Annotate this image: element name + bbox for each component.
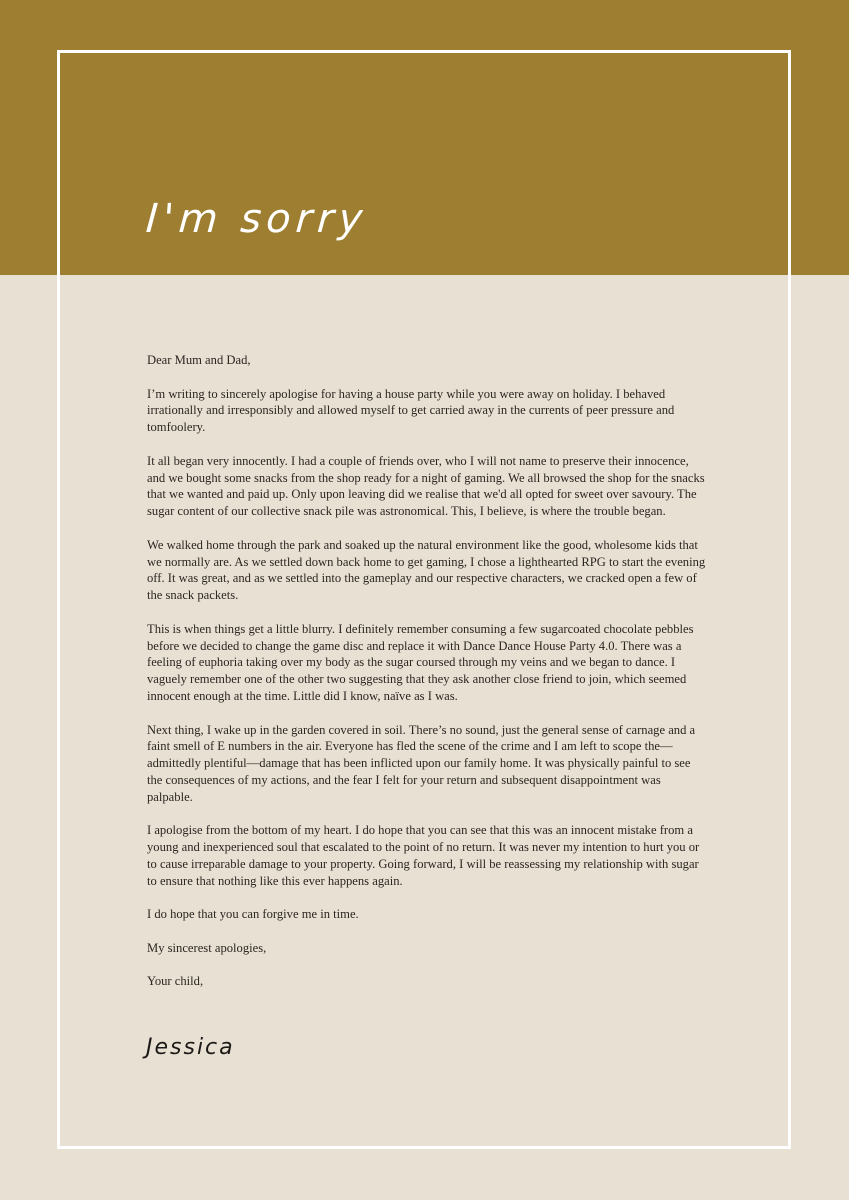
- sign-off: Your child,: [147, 974, 204, 989]
- paragraph: I’m writing to sincerely apologise for having a house party while you were away on holiday. I behaved irrationally and irresponsibly and allowed myself to get carried away in the currents of peer pressure and tomfoolery.: [147, 386, 675, 435]
- letter-title: I'm sorry: [144, 196, 369, 242]
- paragraph: I apologise from the bottom of my heart. I do hope that you can see that this was an innocent mistake from a young and inexperienced soul that escalated to the point of no return. It was never my intention to hurt you or to cause irreparable damage to your property. Going forward, I will be reassessing my relationship with sugar to ensure that nothing like this ever happens again.: [147, 823, 700, 888]
- salutation: Dear Mum and Dad,: [147, 353, 251, 367]
- paragraph: It all began very innocently. I had a couple of friends over, who I will not name to preserve their innocence, and we bought some snacks from the shop ready for a night of gaming. We all browsed the shop for the snacks that we wanted and paid up. Only upon leaving did we realise that we'd all opted for sweet over savoury. The sugar content of our collective snack pile was astronomical. This, I believe, is where the trouble began.: [147, 453, 705, 519]
- letter-body: [147, 352, 707, 1007]
- paragraph: Next thing, I wake up in the garden covered in soil. There’s no sound, just the general sense of carnage and a faint smell of E numbers in the air. Everyone has fled the scene of the crime and I am left to scope the—admittedly plentiful—damage that has been inflicted upon our family home. It was physically painful to see the consequences of my actions, and the fear I felt for your return and subsequent disappointment was palpable.: [147, 722, 696, 804]
- paragraph: This is when things get a little blurry. I definitely remember consuming a few sugarcoated chocolate pebbles before we decided to change the game disc and replace it with Dance Dance House Party 4.0. There was a feeling of euphoria taking over my body as the sugar coursed through my veins and we began to dance. I vaguely remember one of the other two suggesting that they ask another close friend to join, which seemed innocent enough at the time. Little did I know, naïve as I was.: [147, 621, 694, 703]
- signature: Jessica: [146, 1035, 235, 1060]
- paragraph: We walked home through the park and soaked up the natural environment like the good, wholesome kids that we normally are. As we settled down back home to get gaming, I chose a lighthearted RPG to start the evening off. It was great, and as we settled into the gameplay and our respective characters, we cracked open a few of the snack packets.: [147, 537, 706, 603]
- paragraph: I do hope that you can forgive me in time.: [147, 907, 359, 922]
- closing: My sincerest apologies,: [147, 940, 267, 955]
